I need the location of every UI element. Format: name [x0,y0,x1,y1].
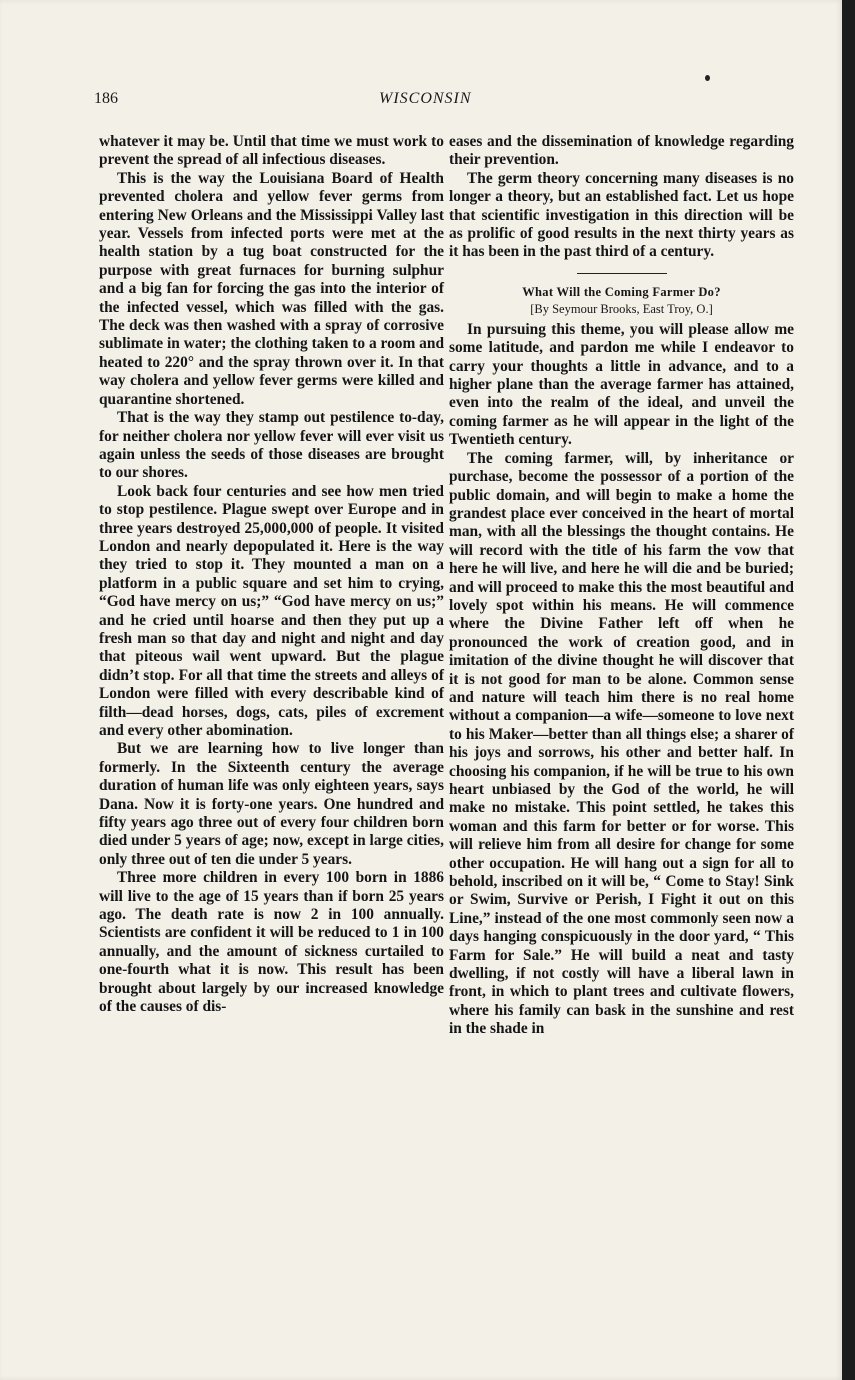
ink-speck [705,75,710,81]
page-header [94,90,794,114]
paragraph: In pursuing this theme, you will please allow me some latitude, and pardon me while I endeavor to carry your thoughts a little in advance, and to a higher plane than the average farmer has attained, even into the realm of the ideal, and unveil the coming farmer as he will appear in the light of the Twentieth century. [449,320,794,449]
left-column [99,133,444,1017]
article-title: What Will the Coming Farmer Do? [522,284,721,299]
paragraph: The coming farmer, will, by inheritance or purchase, become the possessor of a portion of the public domain, and will begin to make a home the grandest place ever conceived in the heart of mortal man, with all the blessings the thought contains. He will record with the title of his farm the vow that here he will live, and here he will die and be buried; and will proceed to make this the most beautiful and lovely spot within his means. He will commence where the Divine Father left off when he pronounced the work of creation good, and in imitation of the divine thought he will discover that it is not good for man to be alone. Common sense and nature will teach him there is no real home without a companion—a wife—someone to love next to his Maker—better than all things else; a sharer of his joys and sorrows, his other and better half. In choosing his companion, if he will be true to his own heart unbiased by the God of the world, he will make no mistake. This point settled, he takes this woman and this farm for better or for worse. This will relieve him from all desire for change for some other occupation. He will hang out a sign for all to behold, inscribed on it will be, “ Come to Stay! Sink or Swim, Survive or Perish, I Fight it out on this Line,” instead of the one most commonly seen now a days hanging conspicuously in the door yard, “ This Farm for Sale.” He will build a neat and tasty dwelling, if not costly will have a liberal lawn in front, in which to plant trees and cultivate flowers, where his family can bask in the sunshine and rest in the shade in [449,449,794,1038]
section-divider [577,273,667,274]
article-byline: [By Seymour Brooks, East Troy, O.] [530,301,713,316]
page-edge-shadow [842,0,855,1380]
paragraph: This is the way the Louisiana Board of Health prevented cholera and yellow fever germs from entering New Orleans and the Mississippi Valley last year. Vessels from infected ports were met at the health station by a tug boat constructed for the purpose with great furnaces for burning sulphur and a big fan for forcing the gas into the interior of the infected vessel, which was filled with the gas. The deck was then washed with a spray of corrosive sublimate in water; the clothing taken to a room and heated to 220° and the spray thrown over it. In that way cholera and yellow fever germs were killed and quarantine shortened. [99,169,444,408]
paragraph: Look back four centuries and see how men tried to stop pestilence. Plague swept over Europe and in three years destroyed 25,000,000 of people. It visited London and nearly depopulated it. Here is the way they tried to stop it. They mounted a man on a platform in a public square and set him to crying, “God have mercy on us;” “God have mercy on us;” and he cried until hoarse and then they put up a fresh man so that day and night and night and day that piteous wail went upward. But the plague didn’t stop. For all that time the streets and alleys of London were filled with every describable kind of filth—dead horses, dogs, cats, piles of excrement and every other abomination. [99,482,444,739]
paragraph: But we are learning how to live longer than formerly. In the Sixteenth century the average duration of human life was only eighteen years, says Dana. Now it is forty-one years. One hundred and fifty years ago three out of every four children born died under 5 years of age; now, except in large cities, only three out of ten die under 5 years. [99,740,444,868]
paragraph: Three more children in every 100 born in 1886 will live to the age of 15 years than if born 25 years ago. The death rate is now 2 in 100 annually. Scientists are confident it will be reduced to 1 in 100 annually, and the amount of sickness curtailed to one-fourth what it is now. This result has been brought about largely by our increased knowledge of the causes of dis- [99,869,444,1016]
right-column [449,133,794,1039]
running-title: WISCONSIN [379,90,472,107]
paragraph: eases and the dissemination of knowledge regarding their prevention. [449,133,794,169]
page-number: 186 [94,90,118,107]
paragraph: whatever it may be. Until that time we must work to prevent the spread of all infectious diseases. [99,133,444,169]
paragraph: That is the way they stamp out pestilence to-day, for neither cholera nor yellow fever will ever visit us again unless the seeds of those diseases are brought to our shores. [99,409,444,482]
paragraph: The germ theory concerning many diseases is no longer a theory, but an established fact. Let us hope that scientific investigation in this direction will be as prolific of good results in the next thirty years as it has been in the past third of a century. [449,169,794,261]
